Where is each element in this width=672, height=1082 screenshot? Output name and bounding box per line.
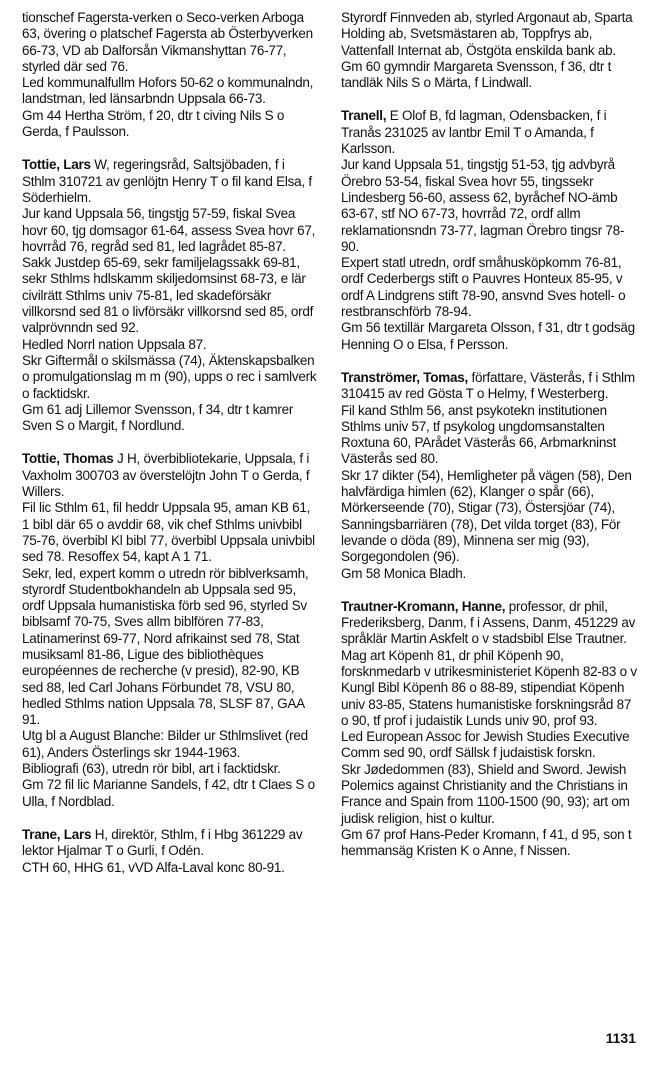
entry-intro: författare, Västerås, f i Sthlm 310415 av red Gösta T o Helmy, f Westerberg. bbox=[341, 369, 635, 402]
biography-entry bbox=[22, 157, 320, 434]
entry-paragraph: Utg bl a August Blanche: Bilder ur Sthlmslivet (red 61), Anders Österlings skr 1944-1963. bbox=[22, 728, 308, 760]
entry-paragraph: Sekr, led, expert komm o utredn rör biblverksamh, styrordf Studentbokhandeln ab Uppsala sed 95, ordf Uppsala humanistiska förb sed 96, styrled Sv biblsamf 70-75, Sves allm biblfören 77-83, Latinamerinst 69-77, Nord afrikainst sed 78, Stat musiksaml 81-86, Ligue des bibliothèques européennes de recherche (v presid), 82-90, KB sed 88, led Carl Johans Förbundet 78, VSU 80, hedled Sthlms nation Uppsala 78, SLSF 87, GAA 91. bbox=[22, 565, 309, 728]
entry-paragraph: CTH 60, HHG 61, vVD Alfa-Laval konc 80-91. bbox=[22, 859, 285, 875]
biography-entry bbox=[341, 370, 639, 582]
entry-heading-paragraph bbox=[22, 157, 320, 206]
biography-entry-continuation bbox=[341, 10, 639, 91]
biography-entry bbox=[341, 599, 639, 860]
entry-paragraph: Gm 60 gymndir Margareta Svensson, f 36, dtr t tandläk Nils S o Märta, f Lindwall. bbox=[341, 58, 612, 91]
entry-paragraph: Skr Giftermål o skilsmässa (74), Äktenskapsbalken o promulgationslag m m (90), upps o rec i samlverk o facktidskr. bbox=[22, 352, 317, 401]
entry-paragraph: Sakk Justdep 65-69, sekr familjelagssakk 69-81, sekr Sthlms hdlskamm skiljedomsinst 68-73, e lär civilrätt Sthlms univ 75-81, led skadeförsäkr villkorsnd sed 81 o livförsäkr villkorsnd sed 85, ordf valprövnndn sed 92. bbox=[22, 255, 314, 336]
entry-heading-paragraph bbox=[22, 827, 320, 860]
entry-paragraph: Hedled Norrl nation Uppsala 87. bbox=[22, 336, 207, 352]
entry-paragraph: Fil kand Sthlm 56, anst psykotekn institutionen Sthlms univ 57, tf psykolog ungdomsanstalten Roxtuna 60, PArådet Västerås 66, Arbmarkninst Västerås sed 80. bbox=[341, 402, 617, 467]
biography-entry bbox=[22, 827, 320, 876]
entry-heading-paragraph bbox=[341, 108, 639, 157]
entry-paragraph: tionschef Fagersta-verken o Seco-verken Arboga 63, övering o platschef Fagersta ab Österbyverken 66-73, VD ab Dalforsån Vikmanshyttan 76-77, styrled där sed 76. bbox=[22, 10, 313, 74]
entry-heading-paragraph bbox=[341, 599, 639, 648]
left-column bbox=[22, 10, 320, 893]
entry-paragraph: Expert statl utredn, ordf småhusköpkomm 76-81, ordf Cederbergs stift o Pauvres Honteux 85-95, v ordf A Lindgrens stift 78-90, ansvnd Sves hotell- o restbranschförb 78-94. bbox=[341, 255, 626, 320]
entry-intro: E Olof B, fd lagman, Odensbacken, f i Tranås 231025 av lantbr Emil T o Amanda, f Karlsson. bbox=[341, 108, 607, 157]
entry-paragraph: Gm 56 textillär Margareta Olsson, f 31, dtr t godsäg Henning O o Elsa, f Persson. bbox=[341, 320, 635, 352]
entry-paragraph: Gm 44 Hertha Ström, f 20, dtr t civing Nils S o Gerda, f Paulsson. bbox=[22, 107, 285, 140]
entry-paragraph: Gm 58 Monica Bladh. bbox=[341, 565, 467, 581]
biography-entry bbox=[22, 451, 320, 810]
entry-paragraph: Gm 61 adj Lillemor Svensson, f 34, dtr t kamrer Sven S o Margit, f Nordlund. bbox=[22, 401, 294, 434]
page-number: 1131 bbox=[605, 1030, 636, 1046]
entry-paragraph: Gm 72 fil lic Marianne Sandels, f 42, dtr t Claes S o Ulla, f Nordblad. bbox=[22, 777, 315, 809]
entry-paragraph: Styrordf Finnveden ab, styrled Argonaut ab, Sparta Holding ab, Svetsmästaren ab, Toppfrys ab, Vattenfall Internat ab, Östgöta enskilda bank ab. bbox=[341, 10, 633, 58]
entry-paragraph: Skr Jødedommen (83), Shield and Sword. Jewish Polemics against Christianity and the Christians in France and Spain from 1100-1500 (90, 93); art om judisk religion, hist o kultur. bbox=[341, 761, 630, 826]
entry-paragraph: Jur kand Uppsala 51, tingstjg 51-53, tjg advbyrå Örebro 53-54, fiskal Svea hovr 55, tingssekr Lindesberg 56-60, assess 62, byråchef NO-ämb 63-67, stf NO 67-73, hovrråd 72, ordf allm reklamationsndn 73-77, lagman Örebro tingsr 78-90. bbox=[341, 157, 625, 254]
entry-paragraph: Gm 67 prof Hans-Peder Kromann, f 41, d 95, son t hemmansäg Kristen K o Anne, f Nissen. bbox=[341, 826, 632, 859]
entry-intro: professor, dr phil, Frederiksberg, Danm, f i Assens, Danm, 451229 av språklär Martin Askfelt o v stadsbibl Else Trautner. bbox=[341, 598, 636, 647]
entry-name: Tranell, bbox=[341, 108, 387, 124]
entry-heading-paragraph bbox=[22, 451, 320, 500]
entry-heading-paragraph bbox=[341, 370, 639, 403]
entry-paragraph: Fil lic Sthlm 61, fil heddr Uppsala 95, aman KB 61, 1 bibl där 65 o avddir 68, vik chef Sthlms univbibl 75-76, överbibl Kl bibl 77, överbibl Uppsala univbibl sed 78. Resoffex 54, kapt A 1 71. bbox=[22, 500, 315, 565]
entry-intro: H, direktör, Sthlm, f i Hbg 361229 av lektor Hjalmar T o Gurli, f Odén. bbox=[22, 826, 303, 859]
entry-name: Trane, Lars bbox=[22, 826, 92, 842]
entry-intro: J H, överbibliotekarie, Uppsala, f i Vaxholm 300703 av överstelöjtn John T o Gerda, f Willers. bbox=[22, 451, 310, 500]
entry-intro: W, regeringsråd, Saltsjöbaden, f i Sthlm 310721 av genlöjtn Henry T o fil kand Elsa, f Söderhielm. bbox=[22, 157, 312, 205]
biography-entry bbox=[341, 108, 639, 352]
entry-paragraph: Led European Assoc for Jewish Studies Executive Comm sed 90, ordf Sällsk f judaistisk forskn. bbox=[341, 729, 630, 761]
entry-paragraph: Bibliografi (63), utredn rör bibl, art i facktidskr. bbox=[22, 761, 281, 777]
entry-paragraph: Led kommunalfullm Hofors 50-62 o kommunalndn, landstman, led länsarbndn Uppsala 66-73. bbox=[22, 75, 314, 107]
biography-entry-continuation bbox=[22, 10, 320, 140]
entry-name: Tottie, Thomas bbox=[22, 451, 114, 467]
entry-paragraph: Skr 17 dikter (54), Hemligheter på vägen (58), Den halvfärdiga himlen (62), Klanger o spår (66), Mörkerseende (70), Stigar (73), Östersjöar (74), Sanningsbarriären (78), Det vilda torget (83), För levande o döda (89), Minnena ser mig (93), Sorgegondolen (96). bbox=[341, 467, 632, 565]
entry-name: Tottie, Lars bbox=[22, 157, 91, 173]
entry-name: Tranströmer, Tomas, bbox=[341, 369, 469, 385]
right-column bbox=[341, 10, 639, 877]
entry-name: Trautner-Kromann, Hanne, bbox=[341, 598, 506, 614]
entry-paragraph: Mag art Köpenh 81, dr phil Köpenh 90, forsknmedarb v utrikesministeriet Köpenh 82-83 o v Kungl Bibl Köpenh 86 o 88-89, stipendiat Köpenh univ 83-85, Statens humanistiske forskningsråd 87 o 90, tf prof i judaistik Lunds univ 90, prof 93. bbox=[341, 647, 637, 728]
entry-paragraph: Jur kand Uppsala 56, tingstjg 57-59, fiskal Svea hovr 60, tjg domsagor 61-64, assess Svea hovr 67, hovrråd 76, regråd sed 81, led lagrådet 85-87. bbox=[22, 206, 316, 254]
